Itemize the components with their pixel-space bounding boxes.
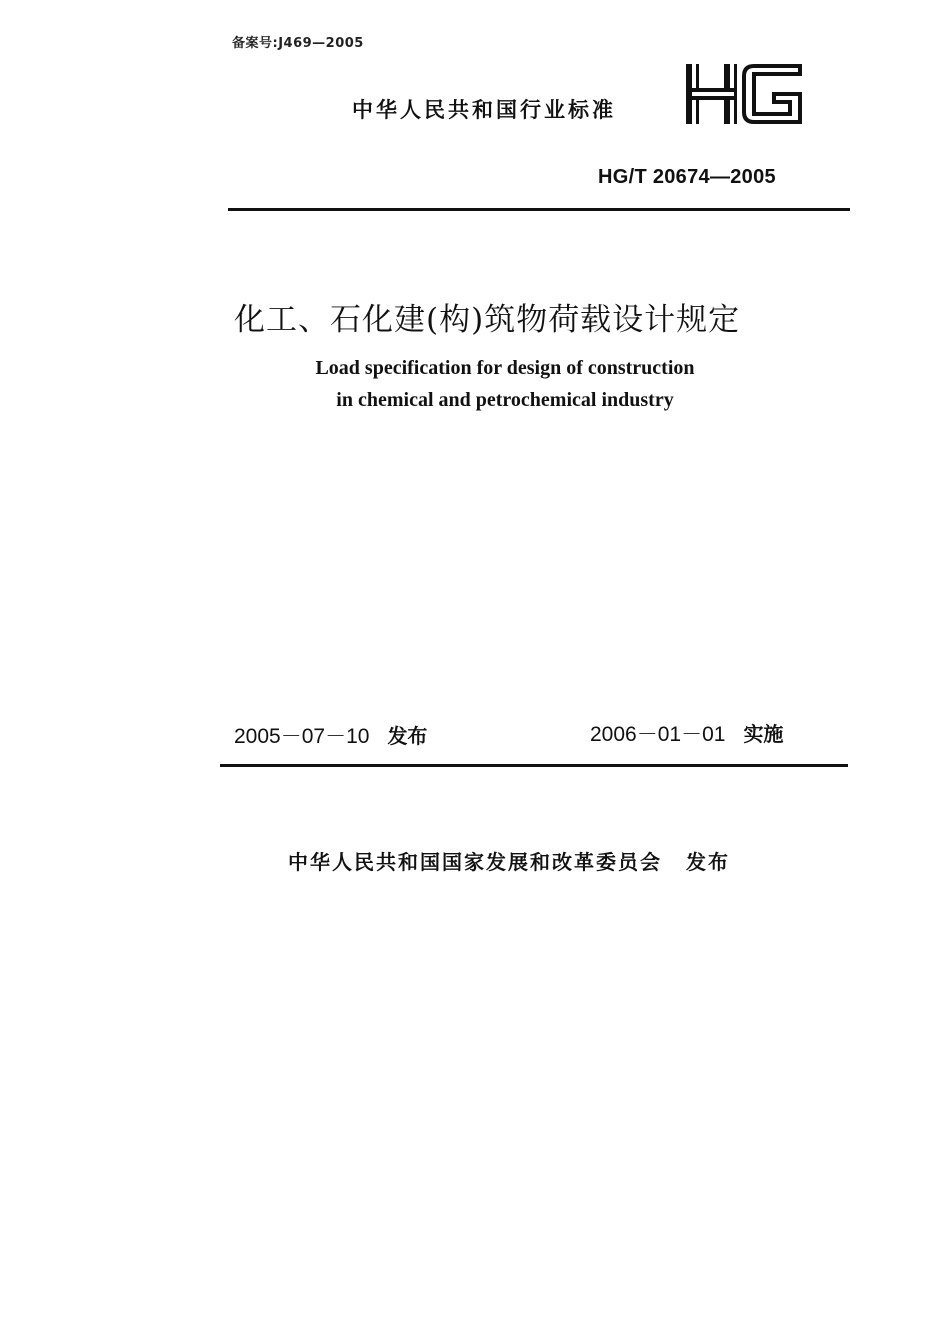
title-english-line1: Load specification for design of construction xyxy=(315,357,695,379)
effective-date: 2006－01－01 xyxy=(590,723,726,746)
title-english-line2: in chemical and petrochemical industry xyxy=(336,389,674,411)
title-english xyxy=(230,352,780,416)
effective-date-block xyxy=(590,718,783,748)
effective-label: 实施 xyxy=(743,722,784,746)
bottom-divider xyxy=(220,764,848,767)
top-divider xyxy=(228,208,850,211)
hg-logo xyxy=(684,62,804,126)
publisher-block xyxy=(288,846,730,875)
record-number: 备案号:J469—2005 xyxy=(232,36,364,51)
issue-date: 2005－07－10 xyxy=(234,725,370,748)
publish-label: 发布 xyxy=(686,850,730,874)
issue-label: 发布 xyxy=(387,724,428,748)
issue-date-block xyxy=(234,720,427,750)
title-chinese: 化工、石化建(构)筑物荷载设计规定 xyxy=(234,302,741,338)
standard-code: HG/T 20674—2005 xyxy=(598,166,776,188)
publisher-name: 中华人民共和国国家发展和改革委员会 xyxy=(288,850,662,874)
industry-standard-heading: 中华人民共和国行业标准 xyxy=(352,98,616,122)
